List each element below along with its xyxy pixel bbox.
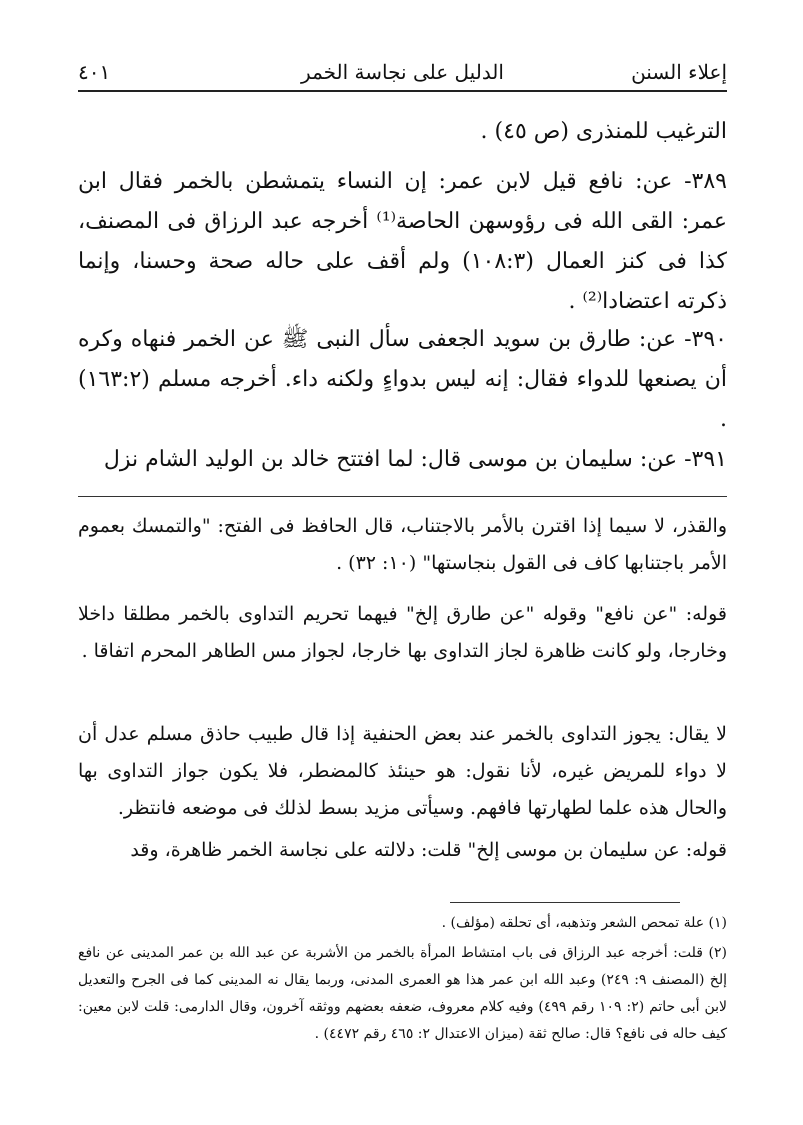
- main-paragraph-0: الترغيب للمنذرى (ص ٤٥) .: [480, 119, 727, 144]
- page-number: ٤٠١: [78, 60, 111, 84]
- hadith-390: ٣٩٠- عن: طارق بن سويد الجعفى سأل النبى ﷺ عن الخمر فنهاه وكره أن يصنعها للدواء فقال: إنه ليس بدواءٍ ولكنه داء. أخرجه مسلم (١٦٣:٢) .: [78, 327, 727, 432]
- page-header: [78, 54, 727, 90]
- chapter-title: الدليل على نجاسة الخمر: [301, 60, 504, 84]
- commentary-paragraph-4: قوله: عن سليمان بن موسى إلخ" قلت: دلالته على نجاسة الخمر ظاهرة، وقد: [130, 839, 727, 861]
- header-rule: [78, 90, 727, 92]
- hadith-391: ٣٩١- عن: سليمان بن موسى قال: لما افتتح خالد بن الوليد الشام نزل: [103, 447, 727, 472]
- commentary-separator: [78, 496, 727, 497]
- commentary-paragraph-2: قوله: "عن نافع" وقوله "عن طارق إلخ" فيهما تحريم التداوى بالخمر مطلقا داخلا وخارجا، ولو كانت ظاهرة لجاز التداوى بها خارجا، لجواز مس الطاهر المحرم اتفاقا .: [78, 603, 727, 662]
- footnote-1: (١) علة تمحص الشعر وتذهبه، أى تحلقه (مؤلف) .: [441, 915, 727, 931]
- hadith-389: ٣٨٩- عن: نافع قيل لابن عمر: إن النساء يتمشطن بالخمر فقال ابن عمر: القى الله فى رؤوسهن الحاصة⁽¹⁾ أخرجه عبد الرزاق فى المصنف، كذا فى كنز العمال (١٠٨:٣) ولم أقف على حاله صحة وحسنا، وإنما ذكرته اعتضادا⁽²⁾ .: [78, 169, 727, 314]
- book-title: إعلاء السنن: [631, 60, 727, 84]
- commentary-paragraph-3: لا يقال: يجوز التداوى بالخمر عند بعض الحنفية إذا قال طبيب حاذق مسلم عدل أن لا دواء للمريض غيره، لأنا نقول: هو حينئذ كالمضطر، فلا يكون جواز التداوى بها والحال هذه علما لطهارتها فافهم. وسيأتى مزيد بسط لذلك فى موضعه فانتظر.: [78, 723, 727, 819]
- footnote-2: (٢) قلت: أخرجه عبد الرزاق فى باب امتشاط المرأة بالخمر من الأشربة عن عبد الله بن عمر المدينى عن نافع إلخ (المصنف ٩: ٢٤٩) وعبد الله ابن عمر هذا هو العمرى المدنى، وربما يقال نه المدينى كما فى الجرح والتعديل لابن أبى حاتم (٢: ١٠٩ رقم ٤٩٩) وفيه كلام معروف، ضعفه بعضهم ووثقه آخرون، وقال الدارمى: قلت لابن معين: كيف حاله فى نافع؟ قال: صالح ثقة (ميزان الاعتدال ٢: ٤٦٥ رقم ٤٤٧٢) .: [78, 945, 727, 1042]
- footnote-separator: [450, 902, 680, 903]
- commentary-paragraph-1: والقذر، لا سيما إذا اقترن بالأمر بالاجتناب، قال الحافظ فى الفتح: "والتمسك بعموم الأمر باجتنابها كاف فى القول بنجاستها" (١٠: ٣٢) .: [78, 515, 727, 574]
